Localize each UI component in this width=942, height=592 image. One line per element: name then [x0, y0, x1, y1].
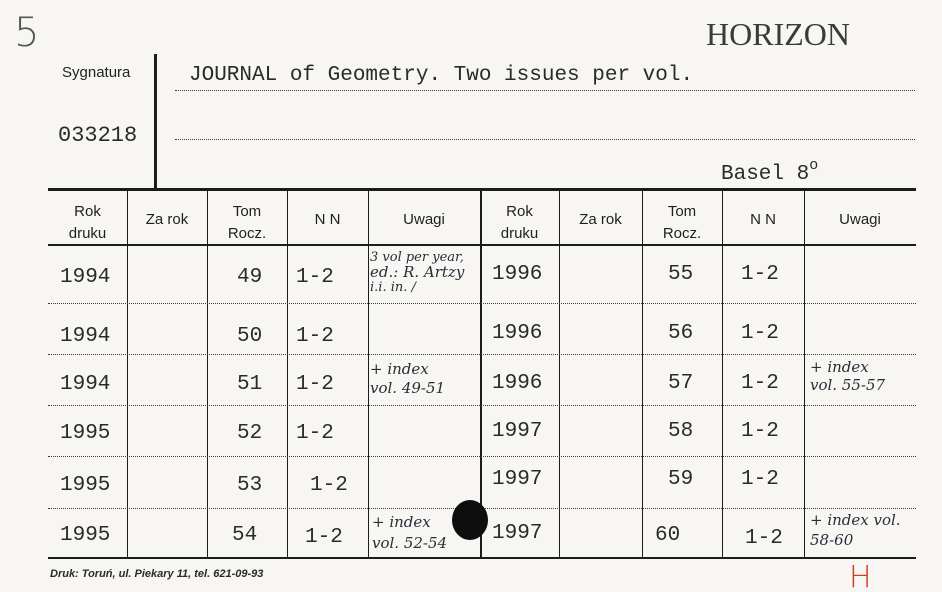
note-line: i.i. in. /: [370, 280, 416, 295]
title-dotted-line: [175, 90, 915, 91]
right-nn: 1-2: [741, 468, 779, 491]
left-tom: 51: [237, 373, 263, 396]
header-tom-rocz-right: [642, 201, 722, 245]
header-druku: druku: [68, 225, 107, 242]
header-nn-right: N N: [750, 211, 776, 228]
right-tom: 56: [668, 322, 694, 345]
note-line: + index: [372, 513, 431, 531]
col-line: [127, 190, 128, 558]
signature-label: Sygnatura: [62, 64, 131, 81]
place-format: [721, 157, 818, 186]
right-nn: 1-2: [741, 322, 779, 345]
right-tom: 60: [655, 524, 681, 547]
right-year: 1997: [492, 522, 543, 545]
right-tom: 57: [668, 372, 694, 395]
row-separator: [48, 405, 916, 406]
header-rok-druku: [48, 201, 127, 245]
header-za-rok: Za rok: [145, 211, 189, 228]
signature-number: 033218: [58, 123, 138, 148]
header-rok: Rok: [74, 203, 101, 220]
header-druku: druku: [500, 225, 539, 242]
header-uwagi-right: Uwagi: [839, 211, 881, 228]
note-line: + index: [810, 358, 869, 376]
left-tom: 49: [237, 266, 263, 289]
header-tom-rocz: [207, 201, 287, 245]
header-rok: Rok: [506, 203, 533, 220]
col-line: [559, 190, 560, 558]
right-nn: 1-2: [741, 372, 779, 395]
right-year: 1996: [492, 263, 543, 286]
left-nn: 1-2: [296, 422, 334, 445]
left-tom: 50: [237, 325, 263, 348]
note-line: + index vol.: [810, 511, 901, 529]
col-line: [642, 190, 643, 558]
left-nn: 1-2: [305, 526, 343, 549]
header-za-rok-right: Za rok: [579, 211, 622, 228]
note-line: vol. 55-57: [810, 376, 886, 394]
note-line: ed.: R. Artzy: [370, 263, 465, 281]
note-line: 58-60: [810, 531, 854, 549]
header-rocz: Rocz.: [662, 225, 702, 242]
handwritten-note: [810, 358, 885, 394]
header-nn: N N: [314, 211, 341, 228]
left-nn: 1-2: [296, 325, 334, 348]
col-line: [722, 190, 723, 558]
right-year: 1997: [492, 468, 543, 491]
left-year: 1994: [60, 325, 111, 348]
table-bottom-rule: [48, 557, 916, 559]
left-year: 1994: [60, 266, 111, 289]
place-text: Basel 8: [721, 163, 810, 186]
right-nn: 1-2: [741, 263, 779, 286]
left-year: 1995: [60, 422, 111, 445]
right-tom: 58: [668, 420, 694, 443]
col-line: [287, 190, 288, 558]
signature-divider: [154, 54, 157, 190]
left-nn: 1-2: [296, 266, 334, 289]
right-year: 1996: [492, 372, 543, 395]
header-tom: Tom: [667, 203, 697, 220]
left-year: 1995: [60, 474, 111, 497]
row-separator: [48, 354, 916, 355]
left-nn: 1-2: [310, 474, 348, 497]
note-line: vol. 49-51: [370, 379, 446, 397]
corner-number: 5: [14, 10, 40, 56]
right-year: 1997: [492, 420, 543, 443]
print-footer: Druk: Toruń, ul. Piekary 11, tel. 621-09-93: [50, 568, 264, 580]
handwritten-note: [370, 250, 464, 295]
right-nn: 1-2: [745, 527, 783, 550]
left-tom: 52: [237, 422, 263, 445]
header-uwagi: Uwagi: [403, 211, 445, 228]
col-line: [804, 190, 805, 558]
note-line: vol. 52-54: [372, 534, 448, 552]
left-year: 1995: [60, 524, 111, 547]
header-rocz: Rocz.: [227, 225, 267, 242]
red-corner-mark: H: [849, 560, 872, 592]
table-top-rule: [48, 188, 916, 191]
right-tom: 55: [668, 263, 694, 286]
handwritten-note: [372, 512, 447, 554]
note-line: + index: [370, 360, 429, 378]
row-separator: [48, 456, 916, 457]
punch-hole: [452, 500, 488, 540]
handwritten-note: [370, 360, 445, 398]
left-tom: 54: [232, 524, 258, 547]
right-year: 1996: [492, 322, 543, 345]
left-year: 1994: [60, 373, 111, 396]
header-tom: Tom: [232, 203, 262, 220]
right-nn: 1-2: [741, 420, 779, 443]
handwritten-note: [810, 510, 901, 550]
brand-stamp: HORIZON: [706, 16, 850, 52]
note-line: 3 vol per year,: [370, 250, 464, 265]
header-rok-druku-right: [480, 201, 559, 245]
place-superscript: o: [809, 157, 819, 174]
left-tom: 53: [237, 474, 263, 497]
col-line: [207, 190, 208, 558]
row-separator: [48, 303, 916, 304]
journal-title: JOURNAL of Geometry. Two issues per vol.: [189, 64, 694, 87]
left-nn: 1-2: [296, 373, 334, 396]
right-tom: 59: [668, 468, 694, 491]
title-dotted-line-2: [175, 139, 915, 140]
col-line: [368, 190, 369, 558]
